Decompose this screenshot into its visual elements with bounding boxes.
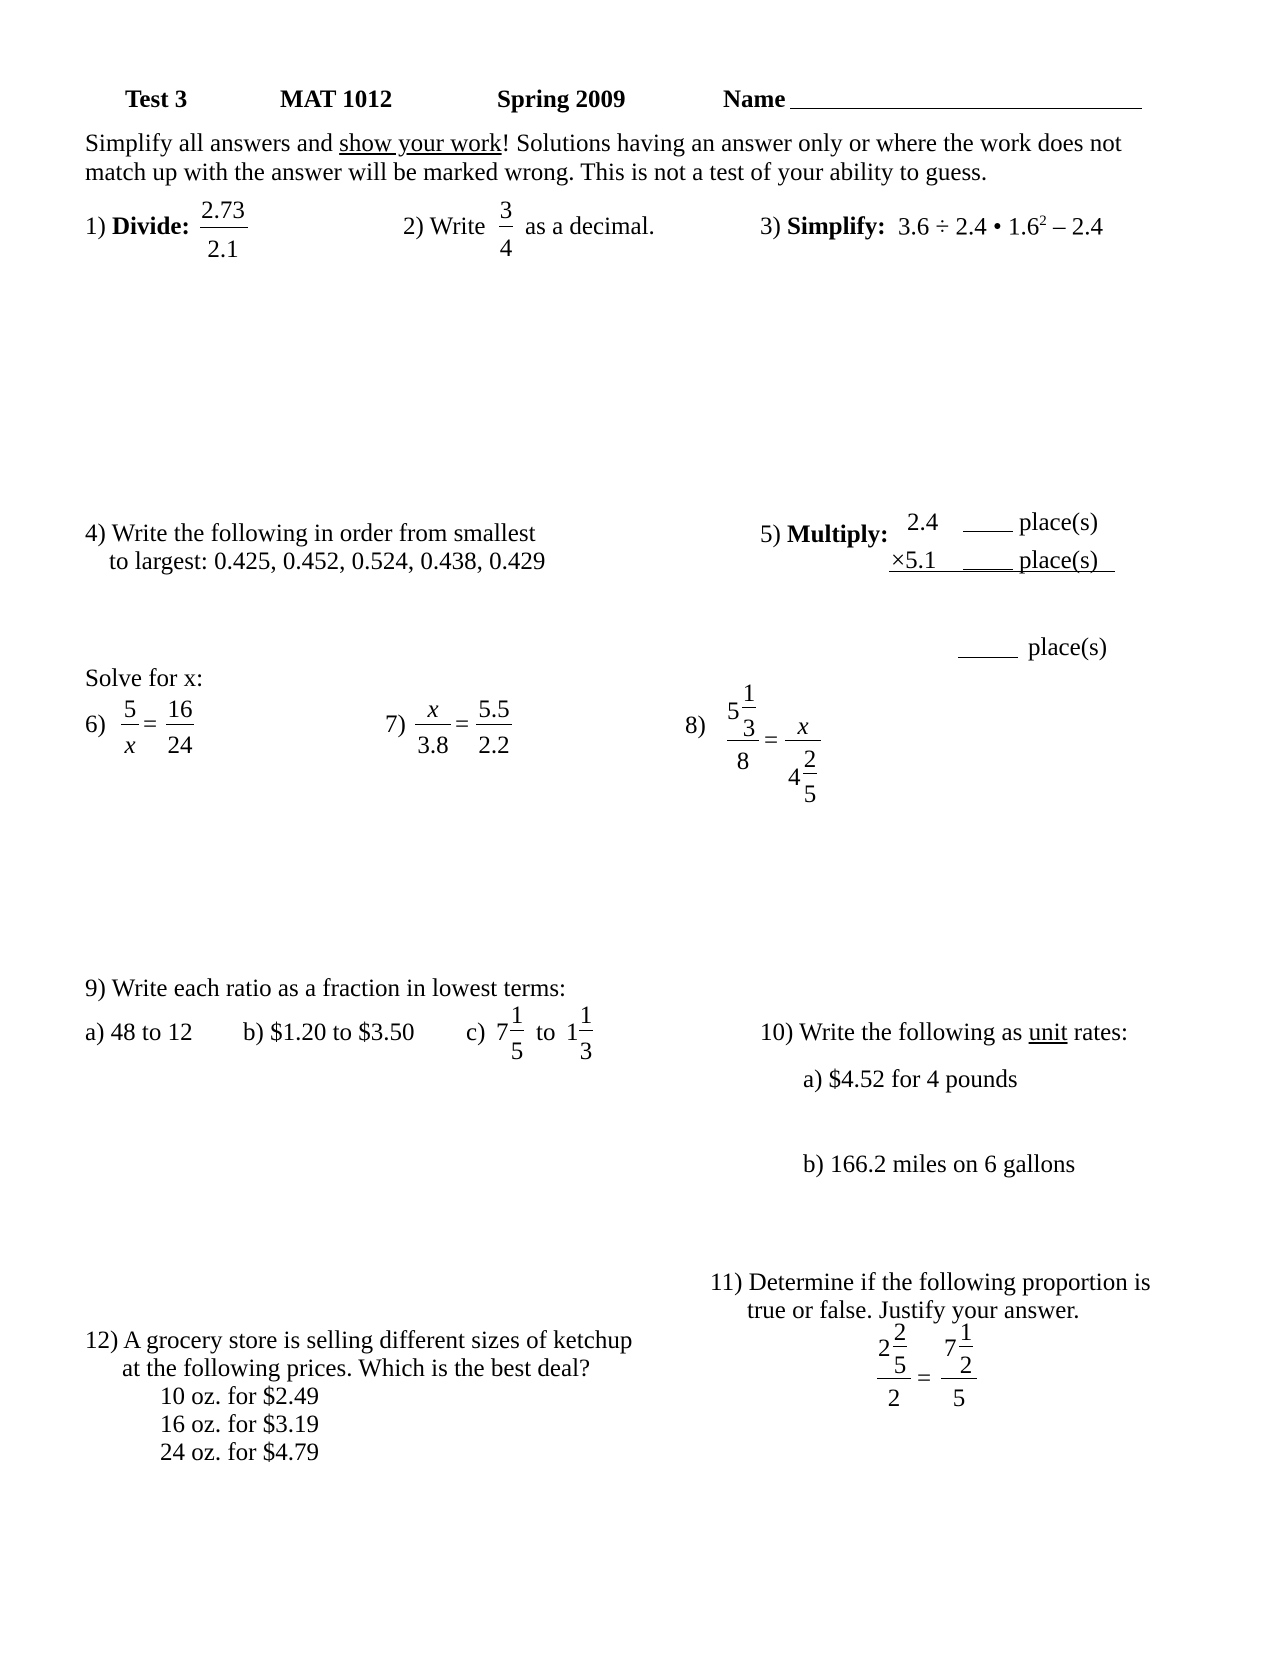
q8-mixed-denominator-left: 3 [742,715,756,742]
q9-title: 9) Write each ratio as a fraction in lowest terms: [85,975,566,1002]
q12-price-item: 10 oz. for $2.49 [160,1383,319,1410]
instructions-text: Simplify all answers and [85,130,340,157]
name-blank[interactable] [790,108,1142,109]
instructions-emphasis: show your work [339,130,502,157]
q5-number: 5) [760,521,781,548]
q9-c-numerator-1: 1 [510,1002,524,1029]
q12-line2: at the following prices. Which is the best deal? [122,1355,591,1382]
q6-bar-right [166,724,194,725]
q12-price-item: 16 oz. for $3.19 [160,1411,319,1438]
q12-price-item: 24 oz. for $4.79 [160,1439,319,1466]
q10-title-emphasis: unit [1028,1019,1068,1046]
q7-denominator-right: 2.2 [478,732,510,759]
q10-title-text: 10) Write the following as [760,1019,1029,1046]
q2-fraction-bar [499,226,513,227]
q6-numerator-right: 16 [167,696,193,723]
q3-number: 3) [760,213,781,240]
q5-place-blank-2[interactable] [963,569,1013,570]
q11-main-bar-right [941,1378,977,1379]
q3-expr-end: – 2.4 [1052,213,1103,241]
term: Spring 2009 [497,86,626,113]
q1-numerator: 2.73 [201,197,245,224]
q7-numerator-right: 5.5 [478,696,510,723]
q3-expression [898,214,1103,239]
q9-part-c-label: c) [466,1019,486,1046]
q11-equals: = [917,1365,932,1392]
q11-line1: 11) Determine if the following proportion is [710,1269,1151,1296]
q8-mixed-denominator-right: 5 [803,781,817,808]
q1-label: Divide: [112,213,190,240]
q7-denominator-left: 3.8 [417,732,449,759]
q8-equals: = [764,727,779,754]
solve-heading: Solve for x: [85,665,204,692]
q11-whole-left: 2 [878,1335,891,1362]
q2-prompt-end: as a decimal. [525,213,655,240]
q8-mixed-numerator-left: 1 [742,680,756,707]
q5-place-label-3: place(s) [1028,634,1108,661]
q8-denominator-left: 8 [736,748,750,775]
q9-part-b: b) $1.20 to $3.50 [243,1019,415,1046]
name-label: Name [723,86,786,113]
q7-bar-right [476,724,512,725]
q9-c-bar-2 [579,1030,593,1031]
q10-part-a: a) $4.52 for 4 pounds [803,1066,1018,1093]
q1-number: 1) [85,213,106,240]
q10-title [760,1020,1128,1045]
q8-mixed-numerator-right: 2 [803,746,817,773]
q9-c-whole-2: 1 [566,1019,579,1046]
q8-number: 8) [685,712,706,739]
q9-c-to: to [536,1019,556,1046]
q8-whole-right: 4 [788,764,801,791]
q6-number: 6) [85,711,106,738]
q9-c-whole-1: 7 [496,1019,509,1046]
q11-mixed-numerator-right: 1 [959,1319,973,1346]
q8-whole-left: 5 [727,698,740,725]
q11-mixed-denominator-left: 5 [893,1352,907,1379]
q6-numerator-left: 5 [123,696,137,723]
q3-expr-main: 3.6 ÷ 2.4 • 1.6 [898,213,1040,241]
q5-multiplier: ×5.1 [891,547,937,574]
q5-place-label-1: place(s) [1019,509,1099,536]
q7-equals: = [455,711,470,738]
q4-line2: to largest: 0.425, 0.452, 0.524, 0.438, 0.429 [109,548,546,575]
q5-place-blank-1[interactable] [963,531,1013,532]
q10-part-b: b) 166.2 miles on 6 gallons [803,1151,1076,1178]
q7-bar-left [415,724,451,725]
q8-main-bar-right [785,740,821,741]
q11-mixed-numerator-left: 2 [893,1319,907,1346]
q9-c-denominator-2: 3 [579,1038,593,1065]
q11-denominator-right: 5 [952,1385,966,1412]
q9-c-numerator-2: 1 [579,1002,593,1029]
q6-equals: = [143,711,158,738]
q5-place-blank-3[interactable] [958,657,1018,658]
q11-main-bar-left [877,1378,911,1379]
q11-line2: true or false. Justify your answer. [747,1297,1080,1324]
q8-mixed-bar-right [803,773,817,774]
instructions-line1 [85,131,1122,156]
q2-denominator: 4 [499,235,513,262]
q8-main-bar-left [727,740,759,741]
q1-denominator: 2.1 [207,236,239,263]
q5-place-label-2: place(s) [1019,547,1099,574]
q5-multiplication-line [889,571,1115,572]
course-code: MAT 1012 [280,86,393,113]
q6-bar-left [121,724,139,725]
q9-c-denominator-1: 5 [510,1038,524,1065]
q5-multiplicand: 2.4 [907,509,939,536]
instructions-text-cont: ! Solutions having an answer only or where the work does not [501,130,1122,157]
q3-label: Simplify: [787,213,886,240]
q11-whole-right: 7 [944,1335,957,1362]
test-number: Test 3 [125,86,188,113]
q7-numerator-left: x [427,696,439,723]
q9-c-bar-1 [510,1030,524,1031]
q11-mixed-denominator-right: 2 [959,1352,973,1379]
q6-denominator-right: 24 [167,732,193,759]
q8-mixed-bar-left [742,707,756,708]
q9-part-a: a) 48 to 12 [85,1019,193,1046]
q5-label: Multiply: [787,521,889,548]
q11-mixed-bar-right [959,1346,973,1347]
q6-denominator-left: x [124,732,136,759]
q8-numerator-right: x [797,713,809,740]
q2-prompt: 2) Write [403,213,486,240]
instructions-line2: match up with the answer will be marked wrong. This is not a test of your ability to guess. [85,159,988,186]
q11-mixed-bar-left [893,1346,907,1347]
q12-line1: 12) A grocery store is selling different sizes of ketchup [85,1327,633,1354]
q1-fraction-bar [200,227,248,228]
q11-denominator-left: 2 [887,1385,901,1412]
q4-line1: 4) Write the following in order from smallest [85,520,536,547]
q2-numerator: 3 [499,197,513,224]
q7-number: 7) [385,711,406,738]
q3-exponent: 2 [1039,213,1047,229]
q10-title-end: rates: [1067,1019,1128,1046]
